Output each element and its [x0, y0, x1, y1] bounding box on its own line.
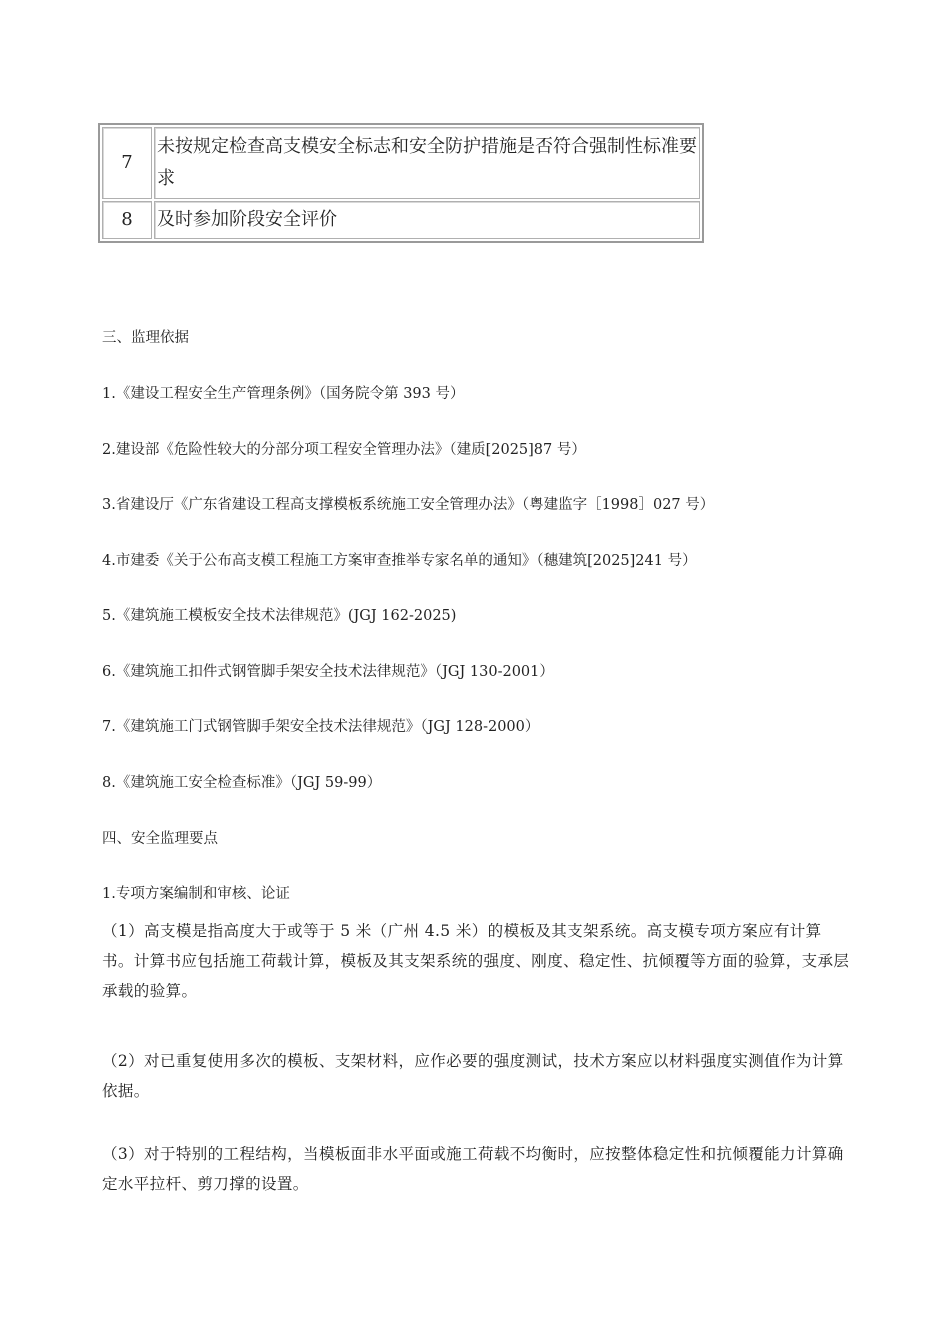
row-number: 8 — [102, 201, 152, 239]
section-heading-basis: 三、监理依据 — [102, 330, 189, 346]
basis-item: 4.市建委《关于公布高支模工程施工方案审查推举专家名单的通知》（穗建筑[2025]241 号） — [102, 553, 697, 569]
row-text: 及时参加阶段安全评价 — [154, 201, 700, 239]
basis-item: 1.《建设工程安全生产管理条例》（国务院令第 393 号） — [102, 386, 465, 402]
basis-item: 7.《建筑施工门式钢管脚手架安全技术法律规范》（JGJ 128-2000） — [102, 719, 540, 735]
checklist-table — [98, 123, 704, 243]
paragraph: （3）对于特别的工程结构，当模板面非水平面或施工荷载不均衡时，应按整体稳定性和抗倾覆能力计算确定水平拉杆、剪刀撑的设置。 — [102, 1145, 844, 1193]
basis-item: 8.《建筑施工安全检查标准》（JGJ 59-99） — [102, 775, 382, 791]
paragraph: （1）高支模是指高度大于或等于 5 米（广州 4.5 米）的模板及其支架系统。高支模专项方案应有计算书。计算书应包括施工荷载计算，模板及其支架系统的强度、刚度、稳定性、抗倾覆等方面的验算，支承层承载的验算。 — [102, 922, 850, 1000]
table-row — [102, 201, 700, 239]
basis-item: 3.省建设厅《广东省建设工程高支撑模板系统施工安全管理办法》（粤建监字［1998］027 号） — [102, 497, 715, 513]
basis-item: 2.建设部《危险性较大的分部分项工程安全管理办法》（建质[2025]87 号） — [102, 442, 586, 458]
subheading: 1.专项方案编制和审核、论证 — [102, 886, 290, 902]
basis-item: 5.《建筑施工模板安全技术法律规范》(JGJ 162-2025) — [102, 608, 457, 624]
section-heading-key-points: 四、安全监理要点 — [102, 831, 218, 847]
row-number: 7 — [102, 127, 152, 199]
row-text: 未按规定检查高支模安全标志和安全防护措施是否符合强制性标准要求 — [154, 127, 700, 199]
paragraph: （2）对已重复使用多次的模板、支架材料，应作必要的强度测试，技术方案应以材料强度实测值作为计算依据。 — [102, 1052, 844, 1100]
basis-item: 6.《建筑施工扣件式钢管脚手架安全技术法律规范》（JGJ 130-2001） — [102, 664, 554, 680]
table-row — [102, 127, 700, 199]
